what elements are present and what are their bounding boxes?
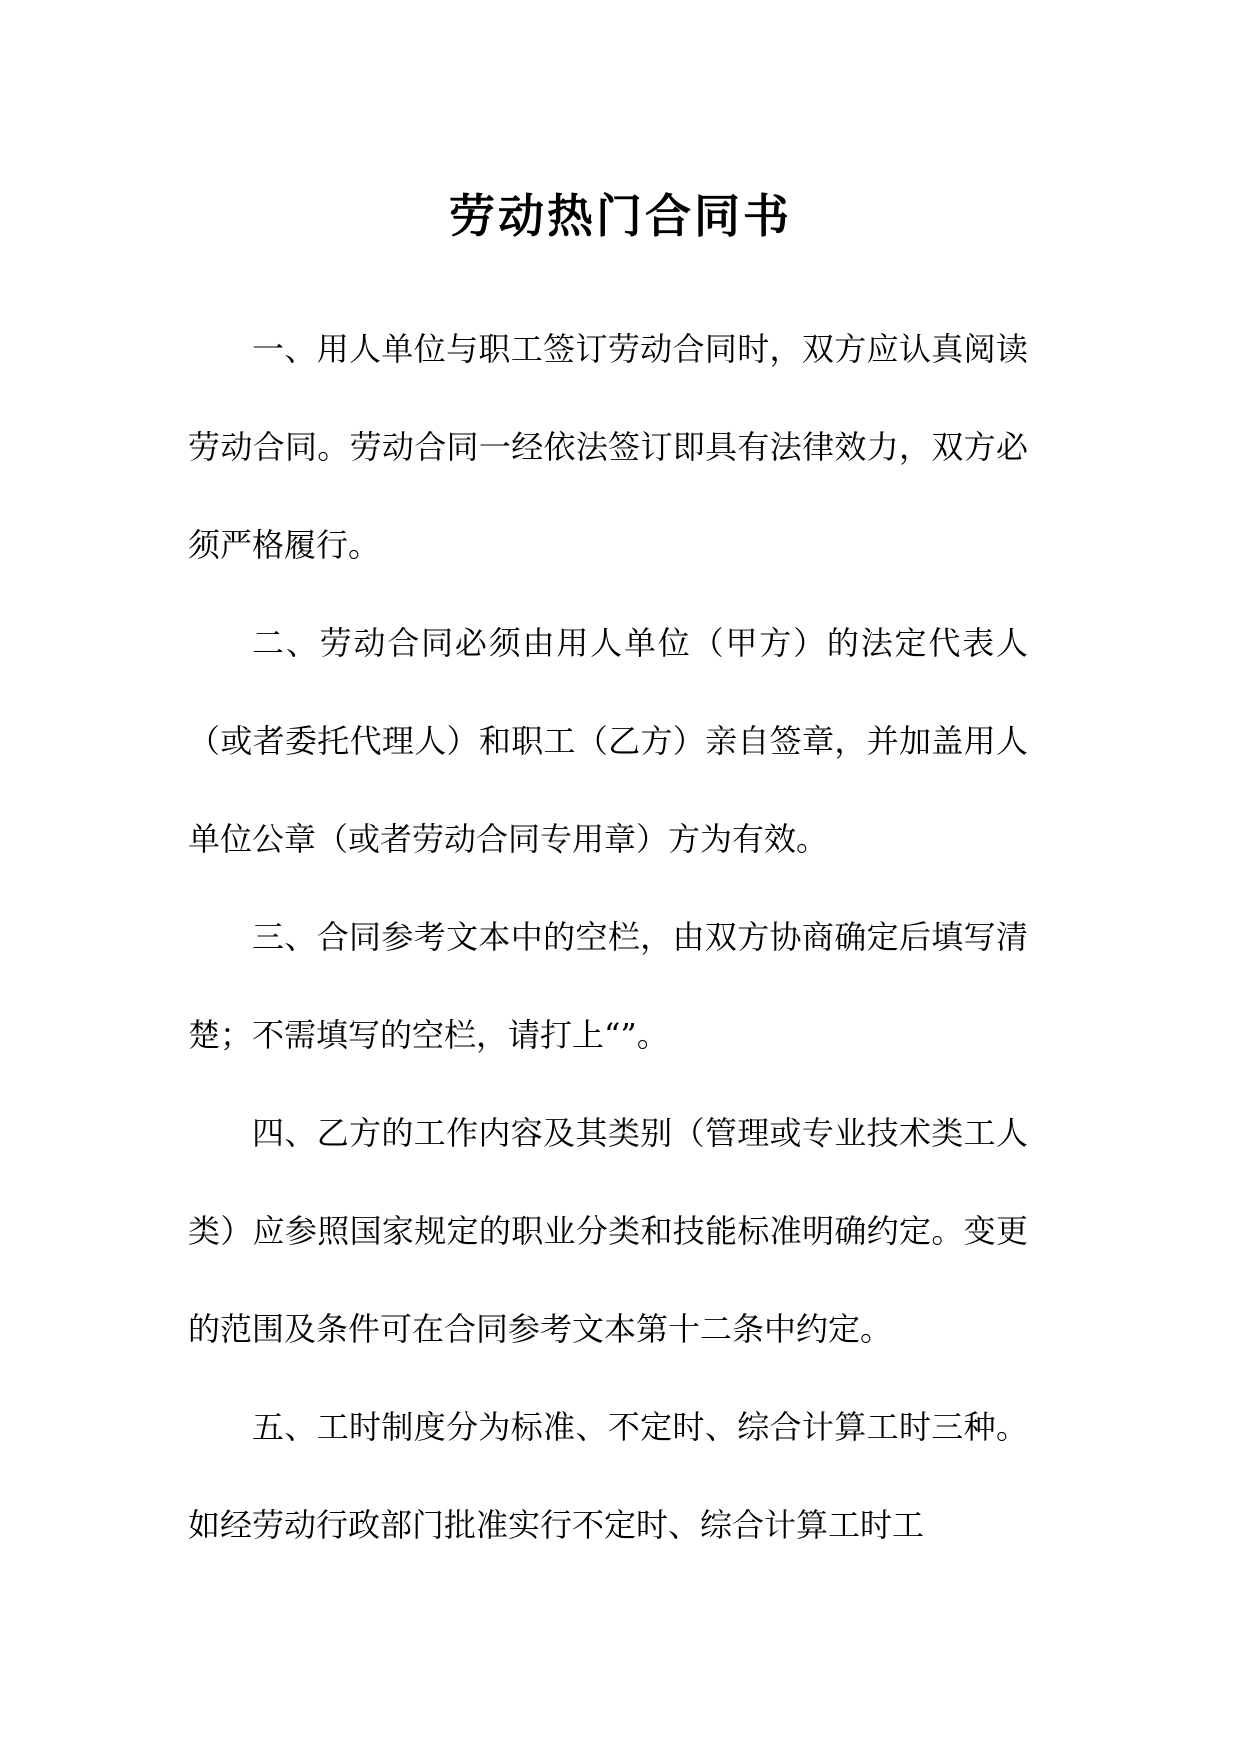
document-title: 劳动热门合同书	[449, 188, 792, 243]
paragraph-4: 四、乙方的工作内容及其类别（管理或专业技术类工人类）应参照国家规定的职业分类和技能标准明确约定。变更的范围及条件可在合同参考文本第十二条中约定。	[188, 1114, 1028, 1348]
paragraph-1: 一、用人单位与职工签订劳动合同时，双方应认真阅读劳动合同。劳动合同一经依法签订即具有法律效力，双方必须严格履行。	[188, 330, 1028, 564]
paragraph-3: 三、合同参考文本中的空栏，由双方协商确定后填写清楚；不需填写的空栏，请打上“”。	[188, 918, 1028, 1054]
document-body	[188, 300, 1028, 1574]
paragraph-2: 二、劳动合同必须由用人单位（甲方）的法定代表人（或者委托代理人）和职工（乙方）亲自签章，并加盖用人单位公章（或者劳动合同专用章）方为有效。	[188, 624, 1028, 858]
paragraph-5: 五、工时制度分为标准、不定时、综合计算工时三种。如经劳动行政部门批准实行不定时、综合计算工时工	[188, 1408, 1028, 1544]
